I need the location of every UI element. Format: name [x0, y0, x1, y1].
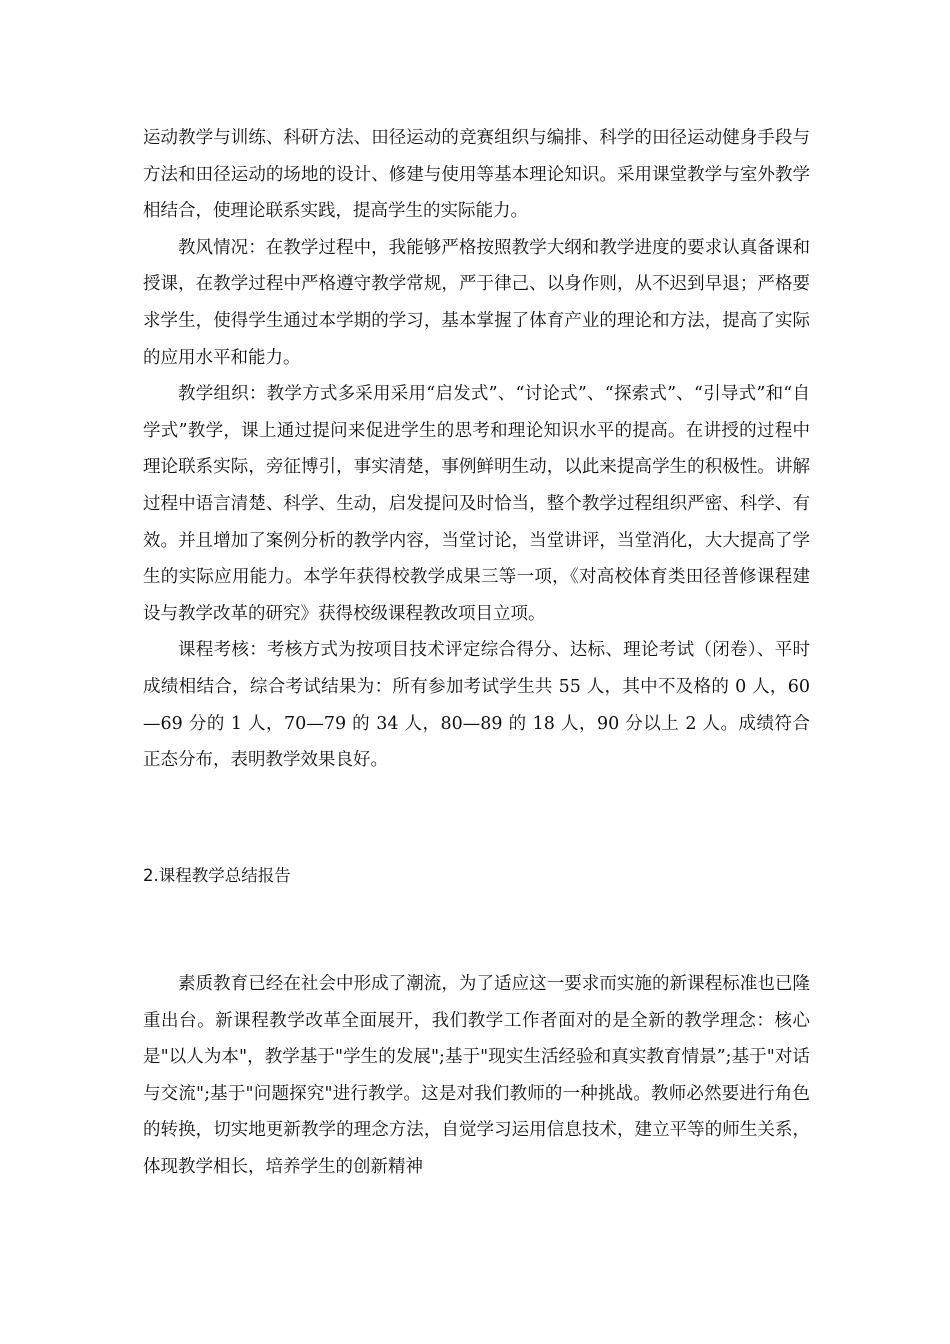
paragraph-teaching-organization: 教学组织：教学方式多采用采用“启发式”、“讨论式”、“探索式”、“引导式”和“自学式”教学，课上通过提问来促进学生的思考和理论知识水平的提高。在讲授的过程中理论联系实际，旁征博引，事实清楚，事例鲜明生动，以此来提高学生的积极性。讲解过程中语言清楚、科学、生动，启发提问及时恰当，整个教学过程组织严密、科学、有效。并且增加了案例分析的教学内容，当堂讨论，当堂讲评，当堂消化，大大提高了学生的实际应用能力。本学年获得校教学成果三等一项，《对高校体育类田径普修课程建设与教学改革的研究》获得校级课程教改项目立项。	[143, 384, 810, 624]
paragraph-quality-education: 素质教育已经在社会中形成了潮流，为了适应这一要求而实施的新课程标准也已隆重出台。新课程教学改革全面展开，我们教学工作者面对的是全新的教学理念：核心是"以人为本"，教学基于"学生的发展";基于"现实生活经验和真实教育情景”;基于"对话与交流";基于"问题探究"进行教学。这是对我们教师的一种挑战。教师必然要进行角色的转换，切实地更新教学的理念方法，自觉学习运用信息技术，建立平等的师生关系，体现教学相长，培养学生的创新精神	[143, 974, 810, 1177]
paragraph-continuation: 运动教学与训练、科研方法、田径运动的竞赛组织与编排、科学的田径运动健身手段与方法和田径运动的场地的设计、修建与使用等基本理论知识。采用课堂教学与室外教学相结合，使理论联系实践，提高学生的实际能力。	[143, 128, 810, 222]
document-body	[143, 120, 810, 779]
section-heading: 2.课程教学总结报告	[143, 866, 291, 885]
paragraph-course-assessment: 课程考核：考核方式为按项目技术评定综合得分、达标、理论考试（闭卷）、平时成绩相结合，综合考试结果为：所有参加考试学生共 55 人，其中不及格的 0 人，60—69 分的 1 人，70—79 的 34 人，80—89 的 18 人，90 分以上 2 人。成绩符合正态分布，表明教学效果良好。	[143, 640, 810, 771]
paragraph-teaching-style: 教风情况：在教学过程中，我能够严格按照教学大纲和教学进度的要求认真备课和授课，在教学过程中严格遵守教学常规，严于律己、以身作则，从不迟到早退；严格要求学生，使得学生通过本学期的学习，基本掌握了体育产业的理论和方法，提高了实际的应用水平和能力。	[143, 237, 810, 368]
section-body	[143, 966, 810, 1186]
